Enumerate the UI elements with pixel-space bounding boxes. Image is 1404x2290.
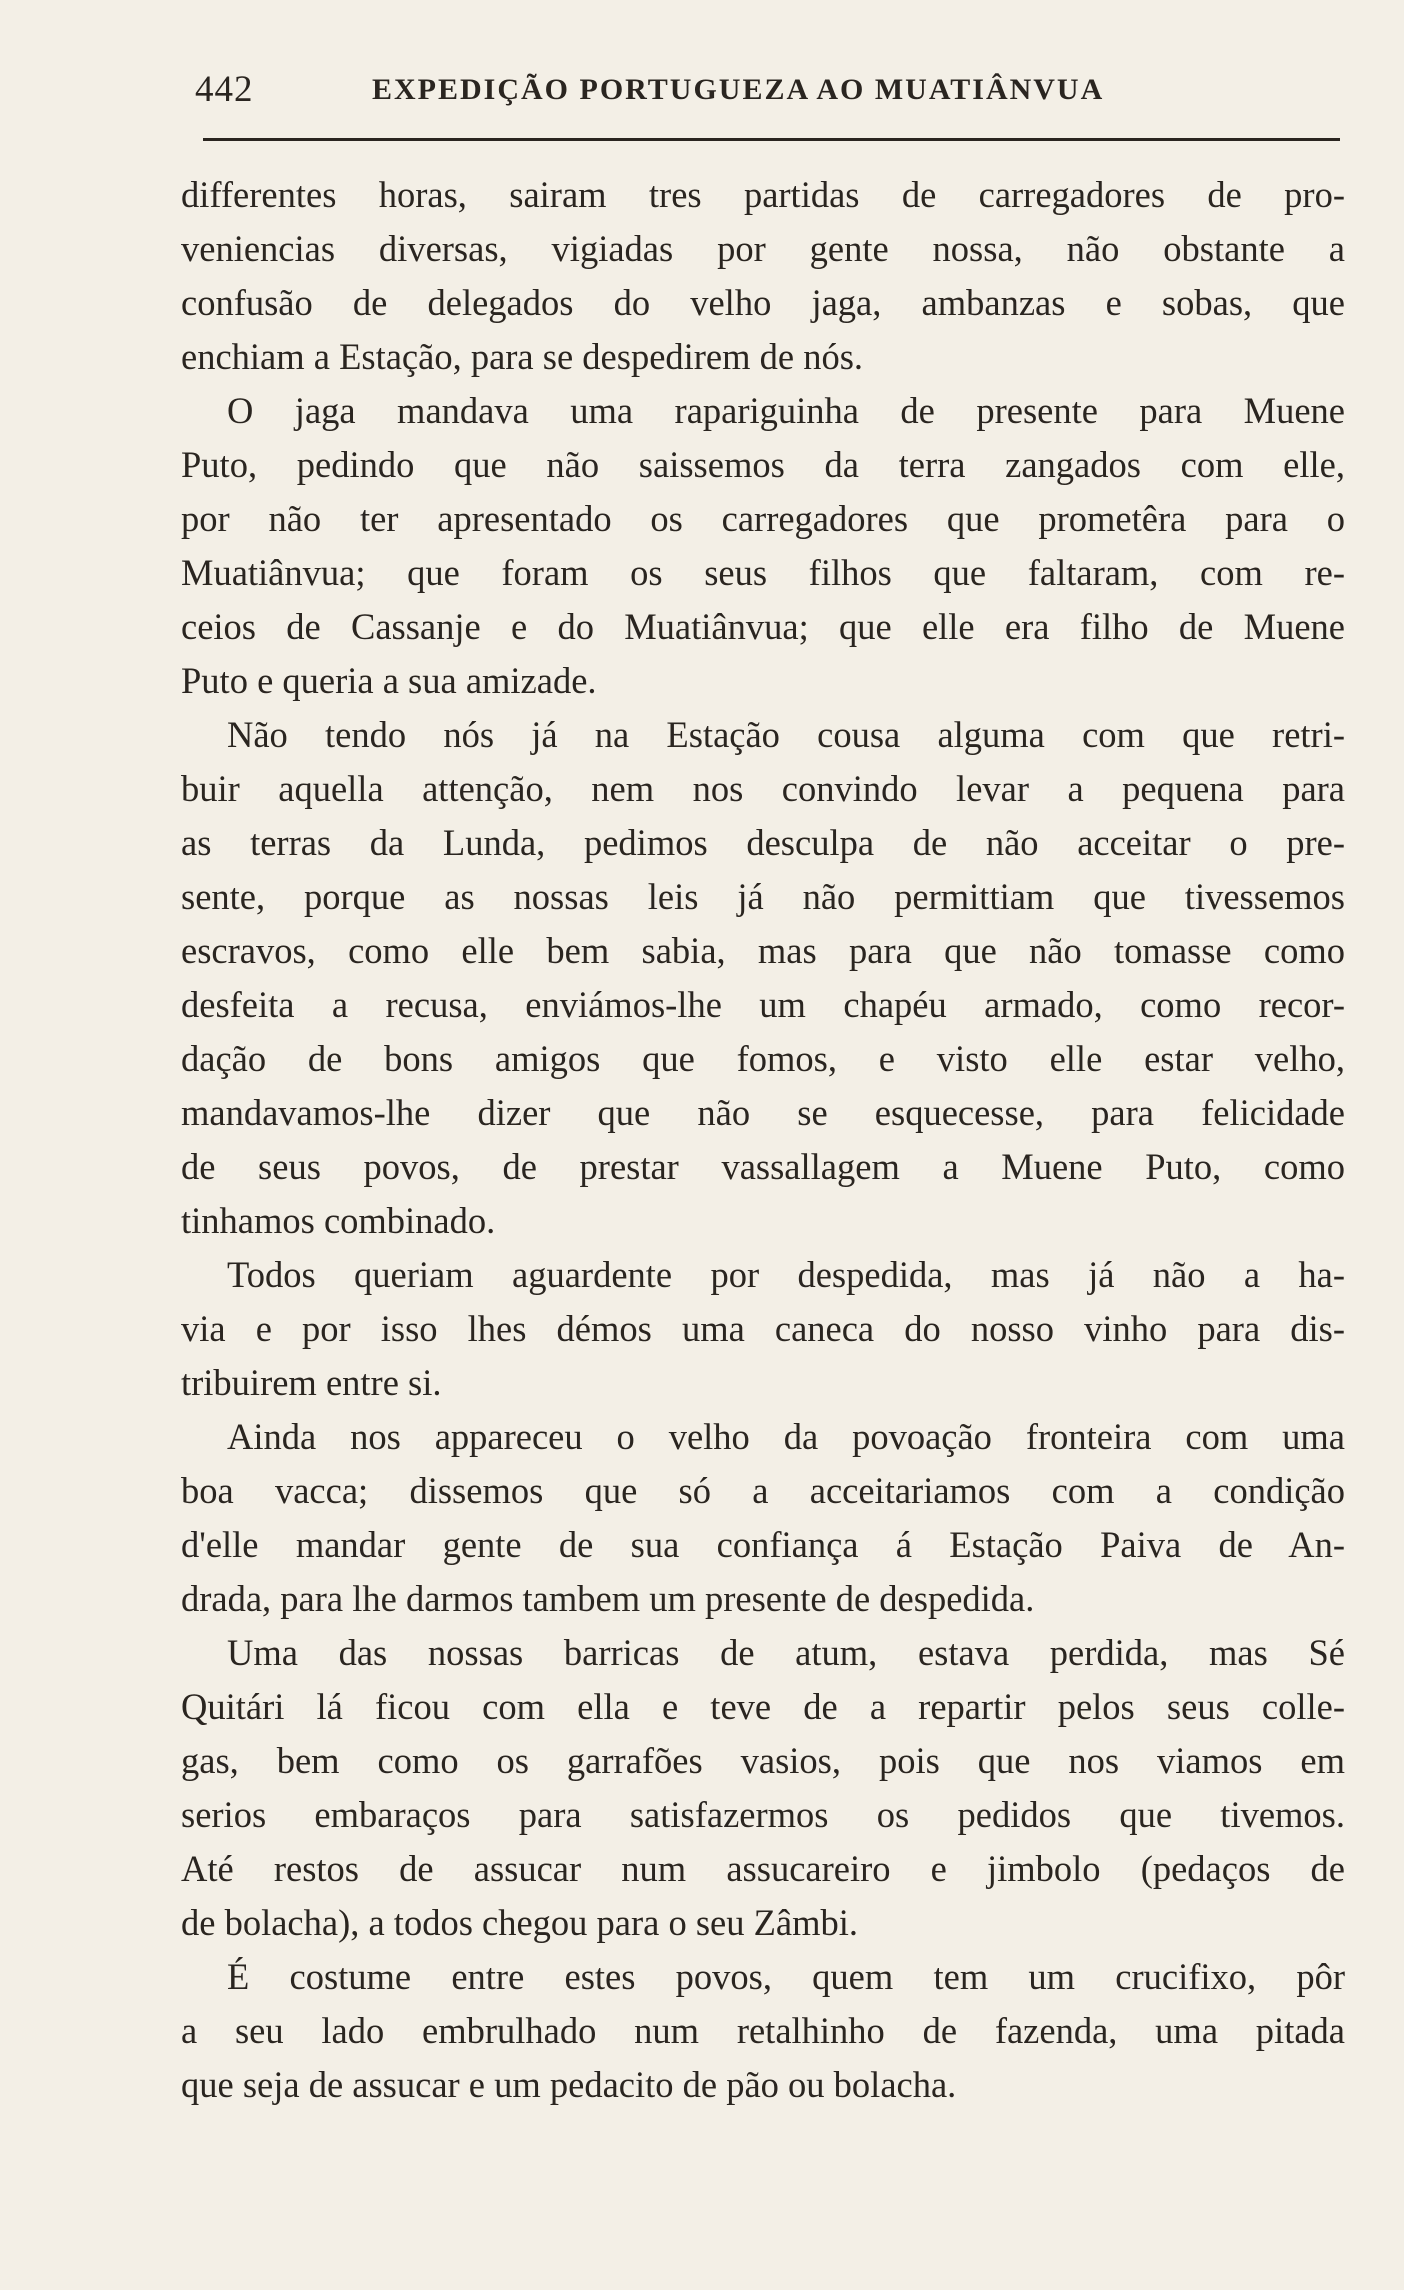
text-line: veniencias diversas, vigiadas por gente nossa, não obstante a <box>181 228 1345 269</box>
text-line: É costume entre estes povos, quem tem um crucifixo, pôr <box>227 1956 1345 1997</box>
text-line: desfeita a recusa, enviámos-lhe um chapéu armado, como recor- <box>181 984 1345 1025</box>
text-line: por não ter apresentado os carregadores que prometêra para o <box>181 498 1345 539</box>
text-line: Muatiânvua; que foram os seus filhos que faltaram, com re- <box>181 552 1345 593</box>
text-line: gas, bem como os garrafões vasios, pois que nos viamos em <box>181 1740 1345 1781</box>
text-line: escravos, como elle bem sabia, mas para que não tomasse como <box>181 930 1345 971</box>
text-line: Até restos de assucar num assucareiro e jimbolo (pedaços de <box>181 1848 1345 1889</box>
text-line: differentes horas, sairam tres partidas de carregadores de pro- <box>181 174 1345 215</box>
header-rule <box>203 138 1340 141</box>
text-line: confusão de delegados do velho jaga, ambanzas e sobas, que <box>181 282 1345 323</box>
body-text <box>181 168 1345 2112</box>
page-header <box>195 68 1340 116</box>
text-line: Puto e queria a sua amizade. <box>181 660 597 701</box>
text-line: Puto, pedindo que não saissemos da terra zangados com elle, <box>181 444 1345 485</box>
text-line: as terras da Lunda, pedimos desculpa de não acceitar o pre- <box>181 822 1345 863</box>
text-line: enchiam a Estação, para se despedirem de nós. <box>181 336 864 377</box>
text-line: serios embaraços para satisfazermos os pedidos que tivemos. <box>181 1794 1345 1835</box>
page-number: 442 <box>195 69 254 110</box>
text-line: tinhamos combinado. <box>181 1200 496 1241</box>
text-line: Todos queriam aguardente por despedida, mas já não a ha- <box>227 1254 1345 1295</box>
text-line: de seus povos, de prestar vassallagem a Muene Puto, como <box>181 1146 1345 1187</box>
text-line: via e por isso lhes démos uma caneca do nosso vinho para dis- <box>181 1308 1345 1349</box>
text-line: drada, para lhe darmos tambem um presente de despedida. <box>181 1578 1035 1619</box>
text-line: buir aquella attenção, nem nos convindo levar a pequena para <box>181 768 1345 809</box>
text-line: de bolacha), a todos chegou para o seu Zâmbi. <box>181 1902 859 1943</box>
text-line: dação de bons amigos que fomos, e visto elle estar velho, <box>181 1038 1345 1079</box>
text-line: sente, porque as nossas leis já não permittiam que tivessemos <box>181 876 1345 917</box>
text-line: Uma das nossas barricas de atum, estava perdida, mas Sé <box>227 1632 1345 1673</box>
running-title: EXPEDIÇÃO PORTUGUEZA AO MUATIÂNVUA <box>372 73 1105 106</box>
text-line: ceios de Cassanje e do Muatiânvua; que elle era filho de Muene <box>181 606 1345 647</box>
text-line: d'elle mandar gente de sua confiança á Estação Paiva de An- <box>181 1524 1345 1565</box>
text-line: Ainda nos appareceu o velho da povoação fronteira com uma <box>227 1416 1345 1457</box>
text-line: mandavamos-lhe dizer que não se esquecesse, para felicidade <box>181 1092 1345 1133</box>
text-line: boa vacca; dissemos que só a acceitariamos com a condição <box>181 1470 1345 1511</box>
text-line: Não tendo nós já na Estação cousa alguma com que retri- <box>227 714 1345 755</box>
text-line: Quitári lá ficou com ella e teve de a repartir pelos seus colle- <box>181 1686 1345 1727</box>
text-line: a seu lado embrulhado num retalhinho de fazenda, uma pitada <box>181 2010 1345 2051</box>
text-line: O jaga mandava uma rapariguinha de presente para Muene <box>227 390 1345 431</box>
text-line: tribuirem entre si. <box>181 1362 442 1403</box>
text-line: que seja de assucar e um pedacito de pão ou bolacha. <box>181 2064 957 2105</box>
